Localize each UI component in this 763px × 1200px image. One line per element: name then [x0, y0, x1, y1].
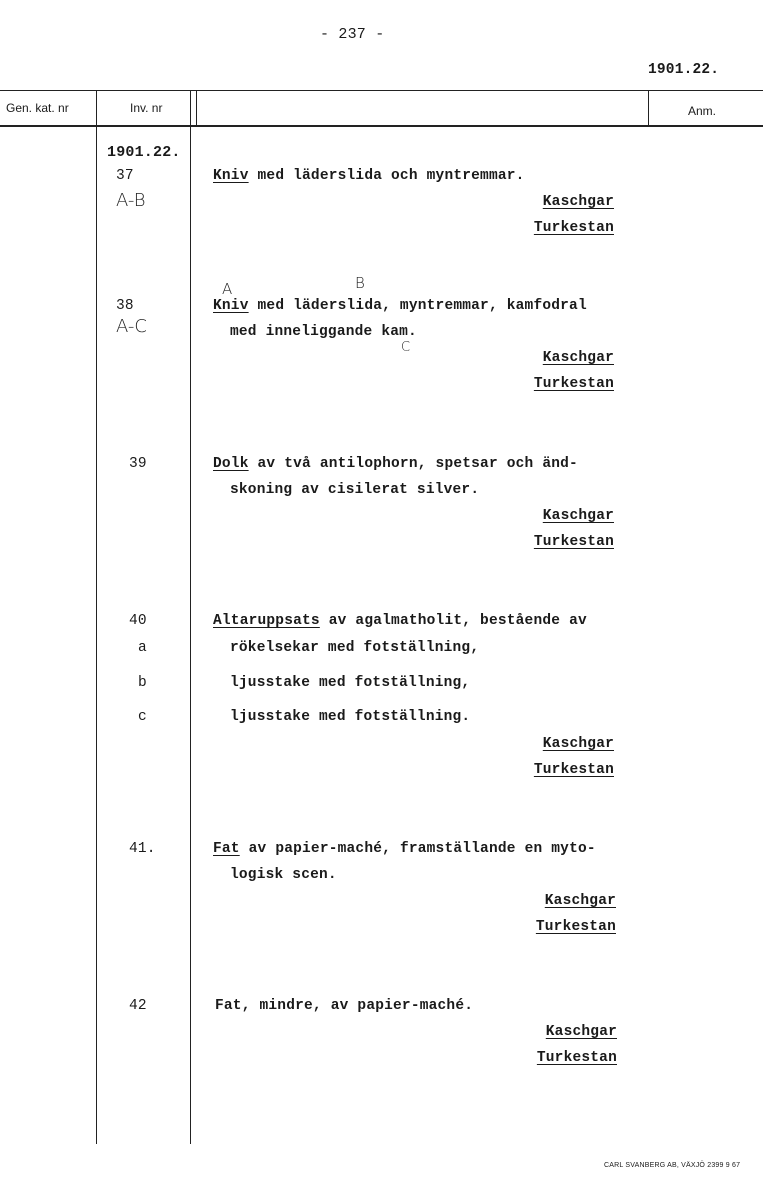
- entry-keyword: Fat: [213, 841, 240, 857]
- handwritten-sub-range: A-B: [116, 190, 146, 211]
- entry-text-line-2: skoning av cisilerat silver.: [230, 482, 480, 498]
- handwritten-sub-range: A-C: [116, 316, 147, 337]
- place-region: Turkestan: [533, 220, 614, 236]
- handwritten-mark-a: A: [222, 280, 233, 298]
- entry-keyword: Kniv: [213, 168, 249, 184]
- entry-text: med läderslida, myntremmar, kamfodral: [248, 298, 587, 314]
- place-region: Turkestan: [533, 762, 614, 778]
- header-anm: Anm.: [688, 104, 717, 118]
- top-reference: 1901.22.: [648, 62, 720, 78]
- inv-number: 42: [129, 998, 147, 1014]
- entry-description: [213, 613, 587, 629]
- sub-item-text: ljusstake med fotställning.: [230, 709, 471, 725]
- entry-description: [213, 456, 578, 472]
- entry-text: av agalmatholit, bestående av: [319, 613, 587, 629]
- entry-text: av papier-maché, framställande en myto-: [239, 841, 596, 857]
- place-city: Kaschgar: [542, 194, 614, 210]
- sub-item-letter: c: [138, 709, 147, 725]
- entry-description: [213, 841, 596, 857]
- place-city: Kaschgar: [542, 508, 614, 524]
- entry-description: [213, 298, 587, 314]
- entry-text-line-2: med inneliggande kam.: [230, 324, 417, 340]
- entry-description: Fat, mindre, av papier-maché.: [215, 998, 474, 1014]
- inv-number: 41.: [129, 841, 156, 857]
- sub-item-letter: b: [138, 675, 147, 691]
- header-inv-nr: Inv. nr: [130, 101, 163, 115]
- place-city: Kaschgar: [542, 350, 614, 366]
- place-city: Kaschgar: [545, 1024, 617, 1040]
- inv-number: 40: [129, 613, 147, 629]
- handwritten-mark-c: C: [401, 340, 411, 355]
- entry-text: av två antilophorn, spetsar och änd-: [248, 456, 578, 472]
- place-region: Turkestan: [533, 376, 614, 392]
- page-number: - 237 -: [320, 26, 385, 43]
- printer-imprint: CARL SVANBERG AB, VÄXJÖ 2399 9 67: [604, 1162, 741, 1169]
- entry-keyword: Altaruppsats: [213, 613, 320, 629]
- place-region: Turkestan: [536, 1050, 617, 1066]
- column-divider-3: [196, 90, 197, 127]
- handwritten-mark-b: B: [355, 274, 365, 292]
- column-divider-2: [190, 90, 191, 1144]
- entry-keyword: Kniv: [213, 298, 249, 314]
- column-divider-4: [648, 90, 649, 127]
- entry-text: med läderslida och myntremmar.: [248, 168, 525, 184]
- group-reference: 1901.22.: [107, 144, 181, 161]
- place-region: Turkestan: [533, 534, 614, 550]
- inv-number: 38: [116, 298, 134, 314]
- sub-item-text: ljusstake med fotställning,: [230, 675, 471, 691]
- place-city: Kaschgar: [542, 736, 614, 752]
- entry-keyword: Dolk: [213, 456, 249, 472]
- entry-description: [213, 168, 525, 184]
- sub-item-text: rökelsekar med fotställning,: [230, 640, 480, 656]
- column-divider-1: [96, 90, 97, 1144]
- entry-text-line-2: logisk scen.: [230, 867, 337, 883]
- place-region: Turkestan: [535, 919, 616, 935]
- inv-number: 37: [116, 168, 134, 184]
- inv-number: 39: [129, 456, 147, 472]
- header-gen-kat-nr: Gen. kat. nr: [6, 101, 69, 115]
- sub-item-letter: a: [138, 640, 147, 656]
- place-city: Kaschgar: [544, 893, 616, 909]
